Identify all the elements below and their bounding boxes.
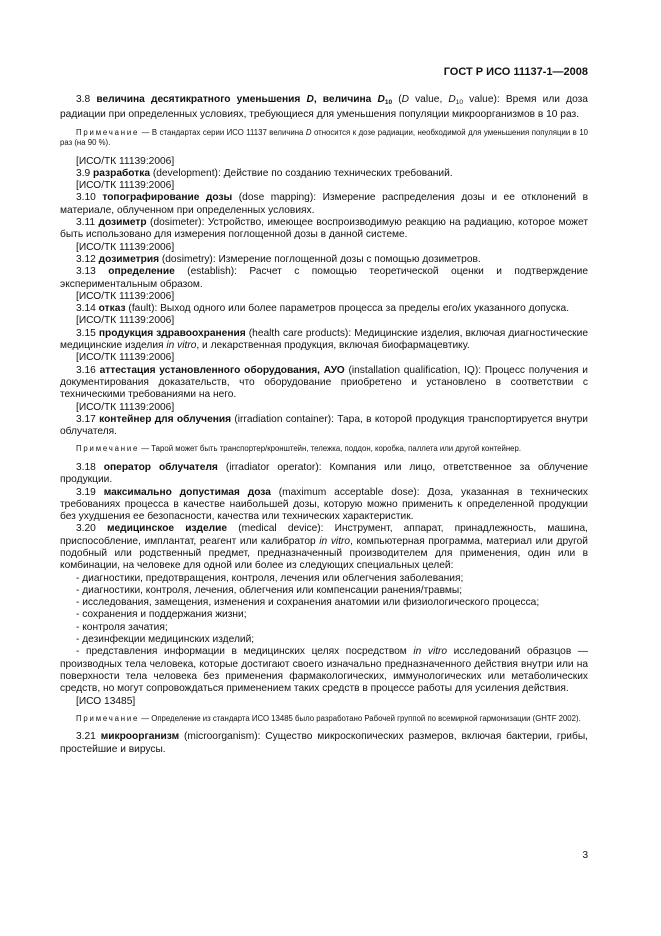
symbol-d: D [305,127,312,137]
list-item: - исследования, замещения, изменения и сохранения анатомии или физиологического процесса; [76,597,540,609]
term-name: аттестация установленного оборудования, АУО [99,364,345,376]
term-name: оператор облучателя [103,461,218,473]
symbol-d: D [377,94,385,105]
term-definition: Расчет с помощью теоретической оценки и подтверждение экспериментальным образом. [60,266,588,290]
note-text: относится к дозе радиации, необходимой для уменьшения популяции в 10 раз (на 90 %). [60,127,588,148]
term-3-8 [60,94,588,122]
page-number: 3 [582,850,588,861]
term-definition: Компания или лицо, ответственное за облучение продукции. [60,461,588,486]
term-name: величина десятикратного уменьшения [96,94,307,105]
term-en: (fault): [125,303,161,315]
term-en: (dosimetry): [159,253,219,265]
term-name: , величина [313,94,378,105]
term-name: медицинское изделие [106,523,228,535]
term-number: 3.16 [76,364,96,376]
term-en: value): [463,94,506,105]
term-number: 3.10 [76,192,96,204]
term-number: 3.14 [76,303,96,315]
list-item-text: исследований образцов — производных тела человека, которые достигают своего изначально предназначенного действия внутри или на поверхности тела человека без применения фармакологических, иммунологических или метаболических средств, но могут сопровождаться применением таких средств в процессе работы для усиления действия. [60,646,588,695]
term-definition: Инструмент, аппарат, принадлежность, машина, приспособление, имплантат, реагент или калибратор [60,523,588,547]
term-en: (establish): [174,266,250,278]
term-3-11 [60,217,588,242]
reference: [ИСО/ТК 11139:2006] [76,401,175,413]
term-name: максимально допустимая доза [103,486,271,498]
term-name: разработка [93,167,150,179]
term-name: контейнер для облучения [99,413,232,425]
term-definition: Измерение поглощенной дозы с помощью дозиметров. [218,253,481,265]
term-en: (health care products): [245,327,355,339]
term-definition: Выход одного или более параметров процесса за пределы его/их указанного допуска. [160,303,570,315]
term-en: (dosimeter): [146,217,208,229]
note-3 [60,714,588,725]
term-number: 3.15 [76,327,96,339]
note-lead: Примечание [76,713,140,723]
term-name: микроорганизм [100,731,180,743]
term-name: дозиметрия [98,253,160,265]
in-vitro-text: in vitro [319,535,351,547]
term-definition: Измерение распределения дозы и ее отклонений в материале, облученном при определенных условиях. [60,192,588,216]
term-definition: Медицинские изделия, включая диагностические медицинские изделия [60,327,588,352]
term-en: (medical device): [227,523,335,535]
reference: [ИСО/ТК 11139:2006] [76,241,175,253]
term-definition: Доза, указанная в технических требованиях процесса в качестве наибольшей дозы, которую можно применить к определенной продукции без ухудшения ее безопасности, качества или технических характеристик. [60,486,588,523]
term-definition: Существо микроскопических размеров, включая бактерии, грибы, простейшие и вирусы. [60,731,588,755]
term-3-21 [60,731,588,756]
term-3-14 [60,303,588,315]
term-name: отказ [98,303,126,315]
term-number: 3.18 [76,461,96,473]
term-en: value, [408,94,449,105]
list-item: - сохранения и поддержания жизни; [76,609,247,621]
symbol-d: D [448,94,456,105]
reference: [ИСО 13485] [76,695,136,707]
list-item: - контроля зачатия; [76,621,168,633]
term-definition: Тара, в которой продукция транспортируется внутри облучателя. [60,413,588,438]
term-3-17 [60,414,588,439]
term-3-9 [60,168,588,180]
note-text: — Определение из стандарта ИСО 13485 было разработано Рабочей группой по всемирной гармонизации (GHTF 2002). [139,713,581,723]
note-1 [60,128,588,149]
term-3-20 [60,523,588,572]
term-en: (maximum acceptable dose): [270,486,428,498]
reference: [ИСО/ТК 11139:2006] [76,180,175,192]
in-vitro-text: in vitro [413,646,448,658]
reference: [ИСО/ТК 11139:2006] [76,315,175,327]
term-3-13 [60,266,588,291]
term-number: 3.8 [76,94,91,105]
term-number: 3.17 [76,413,96,425]
symbol-d: D [401,94,409,105]
term-definition: , и лекарственная продукция, включая биофармацевтику. [196,340,470,352]
note-text: — В стандартах серии ИСО 11137 величина [139,127,306,137]
document-body [60,94,588,756]
reference: [ИСО/ТК 11139:2006] [76,155,175,167]
note-lead: Примечание [76,444,140,454]
term-number: 3.20 [76,523,96,535]
document-page [60,0,588,936]
term-name: топографирование дозы [102,192,233,204]
term-3-18 [60,462,588,487]
term-number: 3.9 [76,167,91,179]
term-definition: Устройство, имеющее воспроизводимую реакцию на радиацию, которое может быть использовано для измерения поглощенной дозы в данной системе. [60,217,588,241]
term-definition: Действие по созданию технических требований. [223,167,453,179]
term-name: дозиметр [98,217,147,229]
subscript: 10 [455,99,464,106]
term-3-15 [60,328,588,353]
term-en: (microorganism): [179,731,266,743]
term-en: ( [392,94,402,105]
term-en: (irradiation container): [231,413,338,425]
term-en: (irradiator operator): [217,461,330,473]
term-number: 3.12 [76,253,96,265]
term-3-10 [60,192,588,217]
term-3-19 [60,487,588,524]
list-item-last [60,646,588,695]
term-number: 3.13 [76,266,96,278]
list-item: - дезинфекции медицинских изделий; [76,634,255,646]
document-header: ГОСТ Р ИСО 11137-1—2008 [443,66,588,78]
reference: [ИСО/ТК 11139:2006] [76,290,175,302]
term-name: определение [108,266,175,278]
reference: [ИСО/ТК 11139:2006] [76,352,175,364]
list-item-text: - представления информации в медицинских целях посредством [76,646,414,658]
term-en: (development): [150,167,224,179]
term-definition: Время или доза радиации при определенных условиях, требующиеся для уменьшения популяции микроорганизмов в 10 раз. [60,94,588,121]
symbol-d: D [306,94,314,105]
term-definition: Процесс получения и документирования доказательств, что оборудование приобретено и установлено в соответствии с техническими требованиями на него. [60,364,588,401]
term-number: 3.11 [76,217,96,229]
note-text: — Тарой может быть транспортер/кронштейн, тележка, поддон, коробка, паллета или другой контейнер. [139,444,522,454]
term-definition: , компьютерная программа, материал или другой подобный или родственный предмет, предназначенный производителем для применения, один или в комбинации, на человеке для одной или более из следующих специальных целей: [60,535,588,572]
term-number: 3.21 [76,731,96,743]
subscript: 10 [384,99,393,106]
term-3-16 [60,365,588,402]
list-item: - диагностики, предотвращения, контроля, лечения или облегчения заболевания; [76,572,464,584]
note-lead: Примечание [76,127,140,137]
term-en: (dose mapping): [232,192,323,204]
term-en: (installation qualification, IQ): [344,364,485,376]
note-2 [60,444,588,455]
list-item: - диагностики, контроля, лечения, облегчения или компенсации ранения/травмы; [76,584,463,596]
term-name: продукция здравоохранения [98,327,246,339]
term-number: 3.19 [76,486,96,498]
term-3-12 [60,254,588,266]
in-vitro-text: in vitro [166,340,197,352]
